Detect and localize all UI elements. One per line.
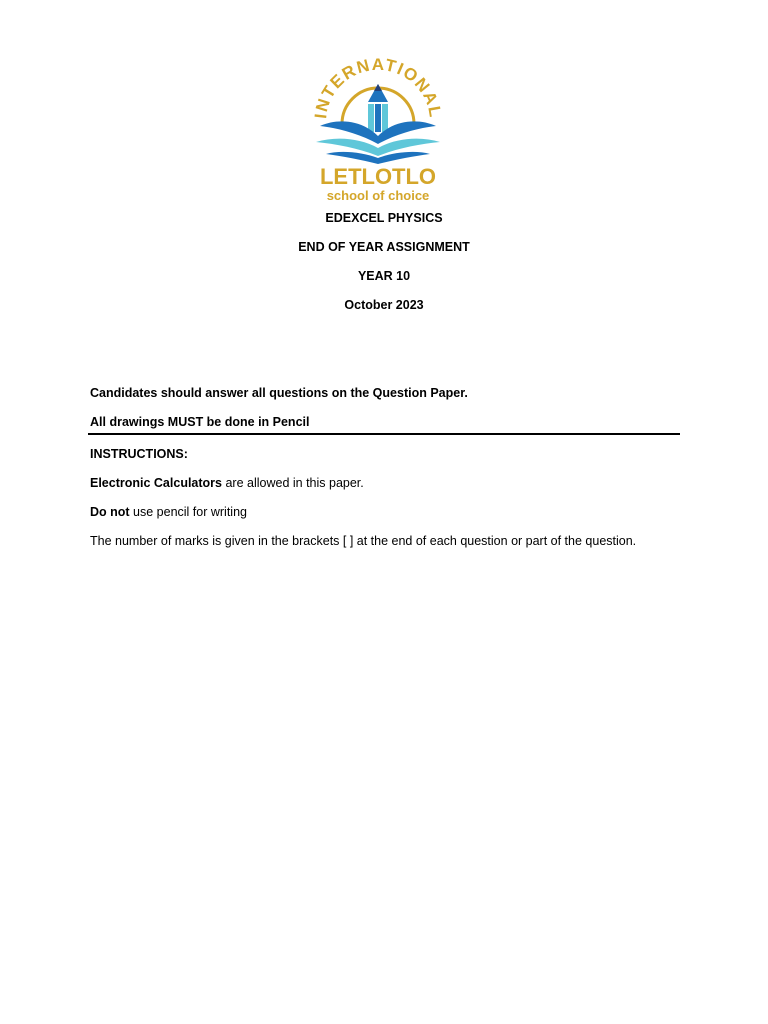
logo-tagline: school of choice (326, 188, 430, 203)
assignment-title: END OF YEAR ASSIGNMENT (298, 240, 470, 254)
date-label: October 2023 (344, 298, 424, 312)
calculators-bold-text: Electronic Calculators (90, 476, 222, 490)
pencil-icon (368, 84, 388, 132)
pencil-bold-text: Do not (90, 505, 130, 519)
marks-instruction: The number of marks is given in the brackets [ ] at the end of each question or part of the question. (90, 534, 637, 548)
school-logo (296, 44, 460, 204)
subject-title: EDEXCEL PHYSICS (325, 211, 443, 225)
instructions-title: INSTRUCTIONS: (90, 447, 188, 461)
pencil-instruction (90, 504, 247, 520)
calculators-text: are allowed in this paper. (222, 476, 364, 490)
year-label: YEAR 10 (357, 269, 411, 283)
logo-name: LETLOTLO (319, 164, 437, 189)
section-divider (88, 433, 680, 435)
answer-all-note: Candidates should answer all questions on the Question Paper. (90, 386, 468, 400)
calculators-instruction (90, 475, 364, 491)
pencil-text: use pencil for writing (129, 505, 247, 519)
logo-arc-text: INTERNATIONAL (311, 55, 446, 120)
drawings-note: All drawings MUST be done in Pencil (90, 415, 310, 429)
